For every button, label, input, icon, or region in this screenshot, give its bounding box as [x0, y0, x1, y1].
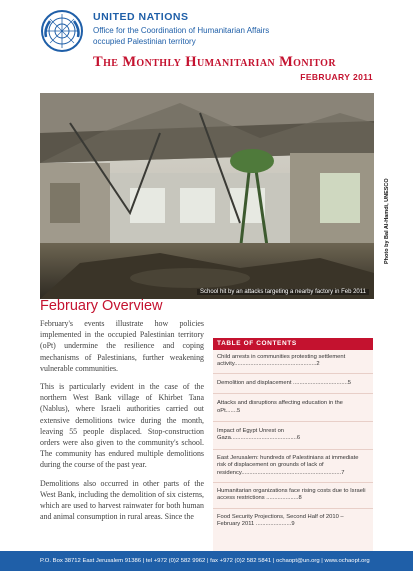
- issue-date: FEBRUARY 2011: [300, 72, 373, 82]
- toc-item-demolition[interactable]: [213, 374, 373, 394]
- table-of-contents: [213, 338, 373, 560]
- toc-item-education[interactable]: [213, 394, 373, 422]
- toc-item-east-jerusalem[interactable]: [213, 450, 373, 483]
- toc-item-child-arrests[interactable]: [213, 350, 373, 374]
- footer: [0, 551, 413, 571]
- overview-body: [40, 318, 204, 529]
- office-line-2: occupied Palestinian territory: [93, 36, 196, 46]
- toc-item-label: Humanitarian organizations face rising costs due to Israeli access restrictions ....................8: [217, 488, 366, 502]
- publication-title: The Monthly Humanitarian Monitor: [93, 54, 336, 70]
- toc-item-access-restrictions[interactable]: [213, 483, 373, 509]
- overview-paragraph-2: This is particularly evident in the case of the northern West Bank village of Khirbet Tana (Nablus), where Israeli authorities carried out extensive demolitions twice during the month, leaving 55 people displaced. Stop-construction orders were also given to the community's school. The community has endured multiple demolitions during the course of the past year.: [40, 382, 204, 470]
- toc-item-label: Demolition and displacement ..................................5: [217, 379, 352, 386]
- un-emblem-icon: [40, 9, 84, 53]
- org-name: UNITED NATIONS: [93, 11, 189, 23]
- toc-item-label: Food Security Projections, Second Half of 2010 – February 2011 ......................9: [217, 513, 344, 528]
- overview-title: February Overview: [40, 298, 163, 314]
- overview-paragraph-3: Demolitions also occurred in other parts of the West Bank, including the demolition of six cisterns, which are used to harvest rainwater for both human and animal consumption in rural areas. Since the: [40, 478, 204, 522]
- toc-item-egypt-unrest[interactable]: [213, 422, 373, 450]
- photo-caption: School hit by an attacks targeting a nearby factory in Feb 2011: [197, 289, 369, 295]
- office-line-1: Office for the Coordination of Humanitarian Affairs: [93, 26, 270, 35]
- toc-title: TABLE OF CONTENTS: [213, 338, 373, 350]
- overview-paragraph-1: February's events illustrate how policies implemented in the occupied Palestinian territory (oPt) undermine the resilience and coping mechanisms of Palestinians, further weakening vulnerable communities.: [40, 319, 204, 373]
- header: [0, 0, 413, 92]
- toc-item-label: Impact of Egypt Unrest on Gaza.........................................6: [217, 428, 301, 442]
- footer-contact: P.O. Box 38712 East Jerusalem 91386 | tel +972 (0)2 582 9962 | fax +972 (0)2 582 5841 | ochaopt@un.org | www.ochaopt.org: [40, 558, 370, 564]
- photo-credit-text: Photo by Bal Al-Hamdi, UNESCO: [384, 178, 390, 264]
- office-name: [93, 26, 269, 47]
- cover-photo: [40, 93, 374, 299]
- toc-item-label: Attacks and disruptions affecting education in the oPt.......5: [217, 400, 343, 414]
- toc-item-label: Child arrests in communities protesting settlement activity...................................................2: [217, 354, 346, 368]
- toc-item-food-security[interactable]: [213, 509, 373, 534]
- damaged-school-photo: [40, 93, 374, 299]
- toc-item-label: East Jerusalem: hundreds of Palestinians at immediate risk of displacement on grounds of lack of residency..............................................................7: [217, 454, 359, 476]
